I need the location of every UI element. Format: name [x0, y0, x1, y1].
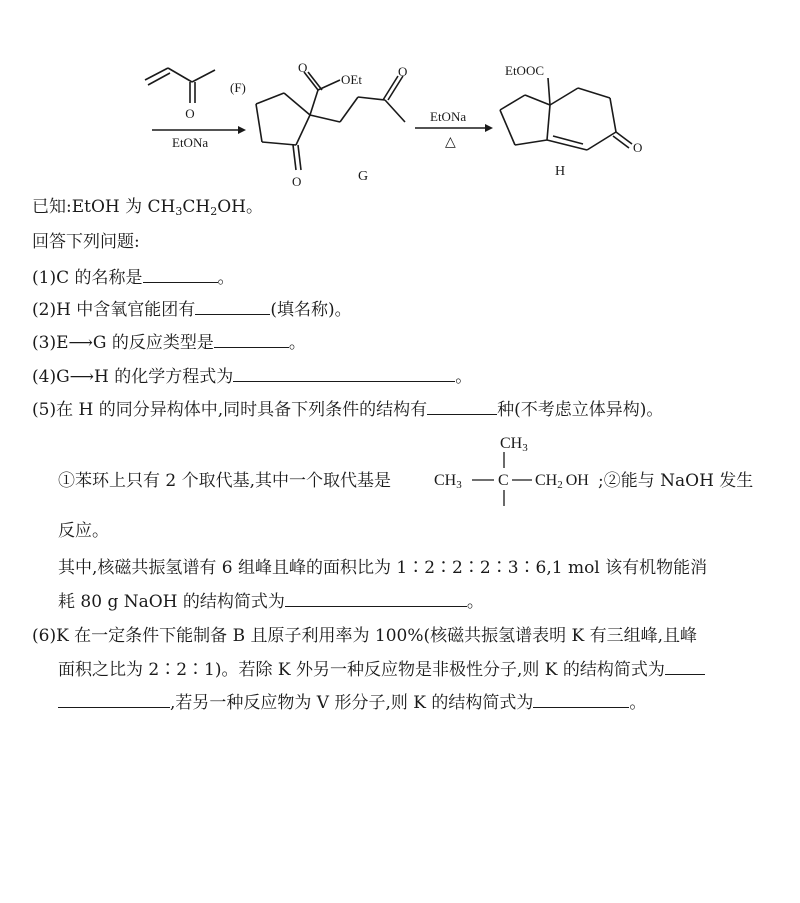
arrow-head-2 — [485, 124, 493, 132]
answer-blank-1[interactable] — [143, 266, 218, 283]
question-4: (4)G⟶H 的化学方程式为 。 — [32, 367, 473, 387]
reagent-2: EtONa — [430, 109, 467, 124]
heat-symbol: △ — [445, 135, 456, 150]
question-5b-line-2: 耗 80 g NaOH 的结构简式为 。 — [58, 592, 484, 612]
question-3: (3)E⟶G 的反应类型是 。 — [32, 333, 306, 353]
question-2: (2)H 中含氧官能团有 (填名称)。 — [32, 300, 352, 320]
condition-1-right: ;②能与 NaOH 发生 — [598, 471, 754, 491]
question-1: (1)C 的名称是 。 — [32, 268, 235, 288]
condition-1-cont: 反应。 — [58, 521, 109, 541]
G-ketone-oxygen: O — [398, 64, 408, 79]
answer-blank-5[interactable] — [427, 398, 497, 415]
label-F: (F) — [230, 80, 246, 95]
label-G: G — [358, 169, 369, 184]
label-H: H — [555, 164, 566, 179]
answer-blank-2[interactable] — [195, 298, 270, 315]
substituent-structure — [432, 428, 602, 508]
arrow-head-1 — [238, 126, 246, 134]
question-5: (5)在 H 的同分异构体中,同时具备下列条件的结构有 种(不考虑立体异构)。 — [32, 400, 664, 420]
substituent-center: C — [498, 472, 509, 489]
substituent-right: CH2 OH — [535, 472, 589, 491]
question-6-line-1: (6)K 在一定条件下能制备 B 且原子利用率为 100%(核磁共振氢谱表明 K 有三组峰,且峰 — [32, 626, 698, 646]
reaction-scheme — [0, 0, 800, 195]
question-6-line-2: 面积之比为 2∶2∶1)。若除 K 外另一种反应物是非极性分子,则 K 的结构简式为 — [58, 658, 705, 681]
arrow-icon: ⟶ — [68, 333, 93, 353]
answer-blank-5b[interactable] — [285, 590, 467, 607]
answer-blank-3[interactable] — [214, 331, 289, 348]
question-6-line-3: ,若另一种反应物为 V 形分子,则 K 的结构简式为 。 — [58, 691, 646, 714]
condition-1-left: ①苯环上只有 2 个取代基,其中一个取代基是 — [58, 471, 392, 491]
G-ester: OEt — [341, 72, 362, 87]
G-ester-oxygen: O — [298, 60, 308, 75]
answer-intro: 回答下列问题: — [32, 232, 140, 252]
reagent-1: EtONa — [172, 135, 209, 150]
known-line: 已知:EtOH 为 $CH_3CH_2OH$。 — [32, 197, 263, 218]
answer-blank-4[interactable] — [233, 365, 455, 382]
H-ester: EtOOC — [505, 63, 544, 78]
substituent-ch3-top: CH3 — [500, 435, 528, 454]
answer-blank-6b[interactable] — [533, 691, 629, 708]
F-oxygen: O — [185, 106, 195, 121]
arrow-icon: ⟶ — [69, 367, 95, 387]
G-ring-oxygen: O — [292, 174, 302, 189]
question-5b-line-1: 其中,核磁共振氢谱有 6 组峰且峰的面积比为 1∶2∶2∶2∶3∶6,1 mol 该有机物能消 — [58, 558, 708, 578]
substituent-left: CH3 — [434, 472, 462, 491]
answer-blank-6a-start[interactable] — [665, 658, 705, 675]
answer-blank-6a[interactable] — [58, 691, 170, 708]
H-ketone-oxygen: O — [633, 140, 643, 155]
